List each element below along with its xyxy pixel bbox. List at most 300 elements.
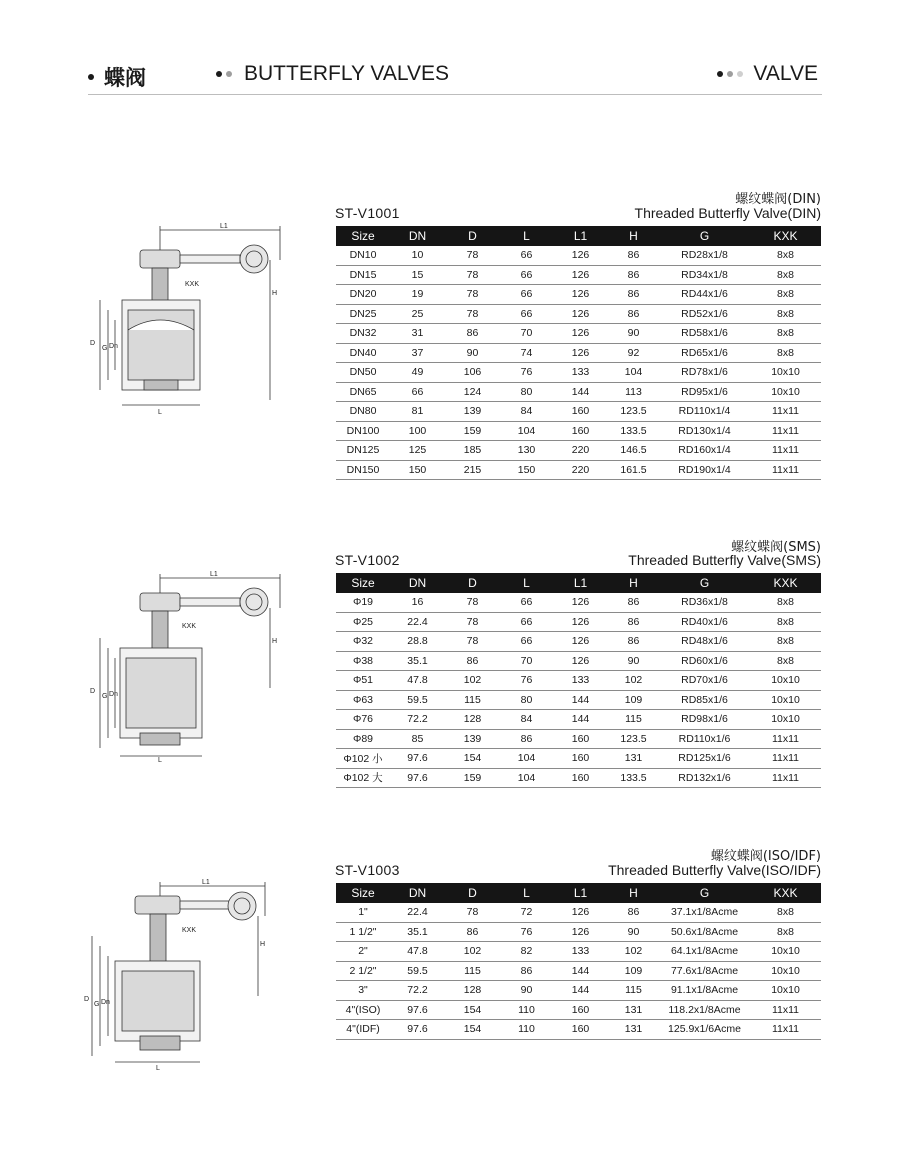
table-cell: DN32: [336, 324, 390, 344]
table-cell: 86: [608, 285, 659, 305]
table-row: [336, 343, 821, 363]
table-cell: 11x11: [750, 460, 821, 480]
table-cell: 139: [445, 729, 500, 749]
table-cell: DN80: [336, 402, 390, 422]
header-right: [717, 62, 818, 86]
table-row: [336, 651, 821, 671]
valve-drawing-1: [80, 220, 290, 415]
table-row: [336, 671, 821, 691]
table-cell: 90: [500, 981, 553, 1001]
label-h: H: [272, 638, 278, 645]
column-header: D: [445, 573, 500, 593]
table-cell: RD85x1/6: [659, 690, 750, 710]
table-cell: 15: [390, 265, 445, 285]
table-cell: 78: [445, 632, 500, 652]
table-cell: 100: [390, 421, 445, 441]
table-row: [336, 690, 821, 710]
table-row: [336, 441, 821, 461]
table-cell: RD130x1/4: [659, 421, 750, 441]
table-cell: 86: [445, 922, 500, 942]
table-cell: RD40x1/6: [659, 612, 750, 632]
table-cell: Φ76: [336, 710, 390, 730]
table-cell: 113: [608, 382, 659, 402]
label-kxk: KXK: [182, 927, 197, 934]
table-header-row: [336, 883, 821, 903]
table-cell: DN25: [336, 304, 390, 324]
table-cell: 144: [553, 961, 608, 981]
label-kxk: KXK: [185, 281, 200, 288]
table-cell: 86: [608, 903, 659, 922]
table-cell: 125: [390, 441, 445, 461]
table-cell: 10x10: [750, 942, 821, 962]
table-cell: 78: [445, 612, 500, 632]
table-cell: 215: [445, 460, 500, 480]
table-cell: RD52x1/6: [659, 304, 750, 324]
table-cell: 1": [336, 903, 390, 922]
header-center: [216, 62, 449, 86]
table-cell: 10x10: [750, 710, 821, 730]
label-l: L: [156, 1065, 160, 1071]
table-cell: 8x8: [750, 922, 821, 942]
table-cell: RD70x1/6: [659, 671, 750, 691]
table-cell: 86: [608, 612, 659, 632]
table-cell: 160: [553, 749, 608, 769]
table-cell: 81: [390, 402, 445, 422]
bullet-dot-icon: [88, 74, 94, 80]
table-cell: 133.5: [608, 421, 659, 441]
table-cell: 154: [445, 1000, 500, 1020]
bullet-dot-icon: [226, 71, 232, 77]
table-cell: Φ63: [336, 690, 390, 710]
table-cell: 102: [608, 671, 659, 691]
spec-table: [336, 883, 821, 1040]
table-cell: 66: [500, 593, 553, 612]
table-cell: 146.5: [608, 441, 659, 461]
table-cell: DN40: [336, 343, 390, 363]
table-cell: 11x11: [750, 1020, 821, 1040]
table-cell: 133.5: [608, 768, 659, 788]
table-cell: 123.5: [608, 402, 659, 422]
table-cell: 8x8: [750, 651, 821, 671]
table-cell: 78: [445, 246, 500, 265]
table-row: [336, 749, 821, 769]
table-cell: 78: [445, 593, 500, 612]
table-cell: Φ102 小: [336, 749, 390, 769]
label-h: H: [260, 941, 266, 948]
table-row: [336, 903, 821, 922]
table-cell: 109: [608, 961, 659, 981]
table-cell: 131: [608, 1000, 659, 1020]
table-cell: 90: [445, 343, 500, 363]
table-header-row: [336, 226, 821, 246]
table-cell: 2 1/2": [336, 961, 390, 981]
table-cell: 80: [500, 690, 553, 710]
table-cell: 97.6: [390, 1020, 445, 1040]
table-cell: DN20: [336, 285, 390, 305]
table-cell: 11x11: [750, 749, 821, 769]
table-cell: 10: [390, 246, 445, 265]
table-cell: 144: [553, 690, 608, 710]
table-cell: 8x8: [750, 324, 821, 344]
label-l: L: [158, 409, 162, 415]
table-cell: 25: [390, 304, 445, 324]
table-cell: 154: [445, 749, 500, 769]
label-l: L: [158, 757, 162, 763]
table-cell: RD60x1/6: [659, 651, 750, 671]
table-cell: 160: [553, 1020, 608, 1040]
header-left-title: 蝶阀: [104, 66, 146, 90]
table-row: [336, 1000, 821, 1020]
table-cell: 90: [608, 922, 659, 942]
column-header: Size: [336, 226, 390, 246]
column-header: D: [445, 883, 500, 903]
header-center-title: BUTTERFLY VALVES: [244, 62, 450, 85]
table-cell: RD44x1/6: [659, 285, 750, 305]
table-cell: 126: [553, 903, 608, 922]
table-cell: 160: [553, 1000, 608, 1020]
bullet-dot-icon: [737, 71, 743, 77]
table-cell: 66: [500, 304, 553, 324]
table-cell: 66: [500, 612, 553, 632]
table-cell: RD28x1/8: [659, 246, 750, 265]
bullet-dot-icon: [717, 71, 723, 77]
table-cell: 131: [608, 1020, 659, 1040]
table-cell: 144: [553, 710, 608, 730]
table-cell: 126: [553, 324, 608, 344]
table-cell: RD34x1/8: [659, 265, 750, 285]
table-cell: 118.2x1/8Acme: [659, 1000, 750, 1020]
table-cell: 106: [445, 363, 500, 383]
table-cell: 16: [390, 593, 445, 612]
column-header: DN: [390, 573, 445, 593]
table-cell: DN50: [336, 363, 390, 383]
table-cell: 78: [445, 304, 500, 324]
label-dn: Dn: [101, 999, 110, 1006]
table-cell: 11x11: [750, 729, 821, 749]
table-cell: 109: [608, 690, 659, 710]
table-cell: 31: [390, 324, 445, 344]
table-cell: DN15: [336, 265, 390, 285]
table-cell: 8x8: [750, 612, 821, 632]
label-dn: Dn: [109, 343, 118, 350]
table-cell: 11x11: [750, 441, 821, 461]
table-cell: 126: [553, 246, 608, 265]
table-cell: 97.6: [390, 768, 445, 788]
header-right-title: VALVE: [753, 62, 818, 85]
table-cell: 66: [500, 265, 553, 285]
table-cell: 8x8: [750, 246, 821, 265]
table-cell: 37.1x1/8Acme: [659, 903, 750, 922]
table-cell: Φ89: [336, 729, 390, 749]
section-title-en: Threaded Butterfly Valve(SMS): [628, 552, 821, 568]
table-cell: 133: [553, 942, 608, 962]
table-cell: 10x10: [750, 981, 821, 1001]
section-title-en: Threaded Butterfly Valve(ISO/IDF): [608, 862, 821, 878]
table-cell: 47.8: [390, 671, 445, 691]
table-cell: 10x10: [750, 363, 821, 383]
section-title-en: Threaded Butterfly Valve(DIN): [634, 205, 821, 221]
table-cell: 126: [553, 632, 608, 652]
table-cell: 139: [445, 402, 500, 422]
column-header: H: [608, 226, 659, 246]
table-cell: Φ19: [336, 593, 390, 612]
table-cell: 37: [390, 343, 445, 363]
section-title-cn: 螺纹蝶阀(DIN): [735, 192, 821, 207]
table-cell: 11x11: [750, 421, 821, 441]
table-cell: 124: [445, 382, 500, 402]
table-cell: RD36x1/8: [659, 593, 750, 612]
spec-table: [336, 573, 821, 788]
table-cell: 126: [553, 651, 608, 671]
table-cell: 4"(ISO): [336, 1000, 390, 1020]
table-cell: 102: [445, 671, 500, 691]
table-cell: 74: [500, 343, 553, 363]
table-cell: 160: [553, 729, 608, 749]
table-cell: 72.2: [390, 981, 445, 1001]
valve-drawing-2: [80, 568, 290, 763]
table-row: [336, 265, 821, 285]
table-cell: RD110x1/6: [659, 729, 750, 749]
table-row: [336, 612, 821, 632]
page-header: [88, 60, 822, 95]
table-cell: RD65x1/6: [659, 343, 750, 363]
table-cell: 97.6: [390, 749, 445, 769]
table-cell: 123.5: [608, 729, 659, 749]
table-cell: Φ38: [336, 651, 390, 671]
label-d: D: [90, 688, 96, 695]
table-cell: RD98x1/6: [659, 710, 750, 730]
table-cell: 76: [500, 671, 553, 691]
table-cell: 185: [445, 441, 500, 461]
table-row: [336, 382, 821, 402]
table-row: [336, 729, 821, 749]
column-header: L1: [553, 883, 608, 903]
table-cell: 86: [445, 324, 500, 344]
table-cell: 144: [553, 981, 608, 1001]
table-cell: 92: [608, 343, 659, 363]
table-row: [336, 632, 821, 652]
table-cell: 115: [608, 981, 659, 1001]
table-cell: 86: [445, 651, 500, 671]
table-cell: 128: [445, 710, 500, 730]
table-cell: 160: [553, 402, 608, 422]
table-cell: 22.4: [390, 612, 445, 632]
label-l1: L1: [210, 571, 218, 578]
table-cell: 159: [445, 768, 500, 788]
table-cell: 160: [553, 768, 608, 788]
table-cell: 66: [500, 632, 553, 652]
table-cell: 10x10: [750, 690, 821, 710]
column-header: Size: [336, 573, 390, 593]
table-cell: 86: [500, 729, 553, 749]
table-row: [336, 363, 821, 383]
table-cell: RD160x1/4: [659, 441, 750, 461]
table-row: [336, 768, 821, 788]
table-cell: 59.5: [390, 690, 445, 710]
column-header: KXK: [750, 573, 821, 593]
label-g: G: [102, 345, 108, 352]
table-cell: 50.6x1/8Acme: [659, 922, 750, 942]
table-row: [336, 961, 821, 981]
table-cell: 126: [553, 265, 608, 285]
table-cell: 84: [500, 710, 553, 730]
table-cell: 133: [553, 363, 608, 383]
table-cell: 86: [500, 961, 553, 981]
column-header: H: [608, 883, 659, 903]
table-cell: 86: [608, 632, 659, 652]
table-row: [336, 324, 821, 344]
table-cell: 144: [553, 382, 608, 402]
label-d: D: [90, 340, 96, 347]
table-cell: 66: [500, 285, 553, 305]
table-cell: 86: [608, 265, 659, 285]
table-cell: 11x11: [750, 768, 821, 788]
table-cell: RD78x1/6: [659, 363, 750, 383]
table-cell: 97.6: [390, 1000, 445, 1020]
column-header: L: [500, 226, 553, 246]
table-cell: 64.1x1/8Acme: [659, 942, 750, 962]
table-cell: 8x8: [750, 343, 821, 363]
model-number: ST-V1001: [335, 205, 400, 221]
table-cell: 220: [553, 460, 608, 480]
table-cell: RD58x1/6: [659, 324, 750, 344]
label-l1: L1: [202, 879, 210, 886]
table-cell: 49: [390, 363, 445, 383]
table-cell: 59.5: [390, 961, 445, 981]
table-cell: Φ102 大: [336, 768, 390, 788]
label-g: G: [94, 1001, 100, 1008]
table-cell: 220: [553, 441, 608, 461]
column-header: KXK: [750, 226, 821, 246]
table-cell: 86: [608, 593, 659, 612]
table-cell: 161.5: [608, 460, 659, 480]
column-header: L1: [553, 226, 608, 246]
table-cell: 126: [553, 343, 608, 363]
table-cell: 104: [500, 421, 553, 441]
table-cell: 28.8: [390, 632, 445, 652]
table-cell: Φ25: [336, 612, 390, 632]
column-header: L1: [553, 573, 608, 593]
column-header: KXK: [750, 883, 821, 903]
table-cell: 8x8: [750, 304, 821, 324]
header-left: [88, 62, 146, 92]
label-kxk: KXK: [182, 623, 197, 630]
table-cell: 130: [500, 441, 553, 461]
column-header: G: [659, 573, 750, 593]
table-cell: DN10: [336, 246, 390, 265]
table-header-row: [336, 573, 821, 593]
table-cell: 10x10: [750, 382, 821, 402]
table-cell: 11x11: [750, 1000, 821, 1020]
table-cell: 110: [500, 1020, 553, 1040]
table-cell: 11x11: [750, 402, 821, 422]
table-cell: RD125x1/6: [659, 749, 750, 769]
table-cell: 104: [608, 363, 659, 383]
table-cell: Φ32: [336, 632, 390, 652]
table-cell: 66: [390, 382, 445, 402]
column-header: G: [659, 226, 750, 246]
table-cell: 160: [553, 421, 608, 441]
table-cell: 85: [390, 729, 445, 749]
table-cell: 125.9x1/6Acme: [659, 1020, 750, 1040]
table-row: [336, 402, 821, 422]
table-cell: 90: [608, 324, 659, 344]
table-cell: 78: [445, 903, 500, 922]
table-cell: 76: [500, 363, 553, 383]
table-cell: 78: [445, 285, 500, 305]
table-cell: 86: [608, 304, 659, 324]
table-cell: 90: [608, 651, 659, 671]
table-row: [336, 421, 821, 441]
table-cell: 8x8: [750, 285, 821, 305]
table-cell: 126: [553, 922, 608, 942]
table-row: [336, 942, 821, 962]
table-cell: 84: [500, 402, 553, 422]
table-cell: 78: [445, 265, 500, 285]
table-cell: 4"(IDF): [336, 1020, 390, 1040]
table-cell: 126: [553, 285, 608, 305]
label-dn: Dn: [109, 691, 118, 698]
table-cell: 131: [608, 749, 659, 769]
section-title-cn: 螺纹蝶阀(SMS): [731, 540, 821, 555]
table-cell: 70: [500, 324, 553, 344]
table-cell: 150: [390, 460, 445, 480]
table-cell: 70: [500, 651, 553, 671]
table-cell: RD190x1/4: [659, 460, 750, 480]
table-cell: 72: [500, 903, 553, 922]
table-cell: 10x10: [750, 961, 821, 981]
table-cell: Φ51: [336, 671, 390, 691]
table-row: [336, 1020, 821, 1040]
table-cell: 66: [500, 246, 553, 265]
column-header: L: [500, 883, 553, 903]
table-cell: DN125: [336, 441, 390, 461]
table-cell: DN100: [336, 421, 390, 441]
table-cell: 133: [553, 671, 608, 691]
column-header: D: [445, 226, 500, 246]
table-cell: 115: [608, 710, 659, 730]
table-cell: 76: [500, 922, 553, 942]
table-cell: 128: [445, 981, 500, 1001]
table-cell: 126: [553, 304, 608, 324]
table-cell: 126: [553, 612, 608, 632]
table-cell: 80: [500, 382, 553, 402]
table-row: [336, 593, 821, 612]
table-row: [336, 246, 821, 265]
section-title-cn: 螺纹蝶阀(ISO/IDF): [710, 849, 821, 864]
table-cell: RD110x1/4: [659, 402, 750, 422]
bullet-dot-icon: [216, 71, 222, 77]
column-header: DN: [390, 226, 445, 246]
table-cell: RD95x1/6: [659, 382, 750, 402]
table-cell: 159: [445, 421, 500, 441]
table-cell: 8x8: [750, 265, 821, 285]
table-cell: 35.1: [390, 922, 445, 942]
bullet-dot-icon: [727, 71, 733, 77]
table-cell: 72.2: [390, 710, 445, 730]
column-header: H: [608, 573, 659, 593]
table-cell: 154: [445, 1020, 500, 1040]
table-cell: DN150: [336, 460, 390, 480]
table-cell: 104: [500, 749, 553, 769]
table-cell: 8x8: [750, 632, 821, 652]
table-cell: 115: [445, 961, 500, 981]
table-cell: 115: [445, 690, 500, 710]
table-cell: 77.6x1/8Acme: [659, 961, 750, 981]
table-cell: 8x8: [750, 593, 821, 612]
column-header: Size: [336, 883, 390, 903]
model-number: ST-V1002: [335, 552, 400, 568]
